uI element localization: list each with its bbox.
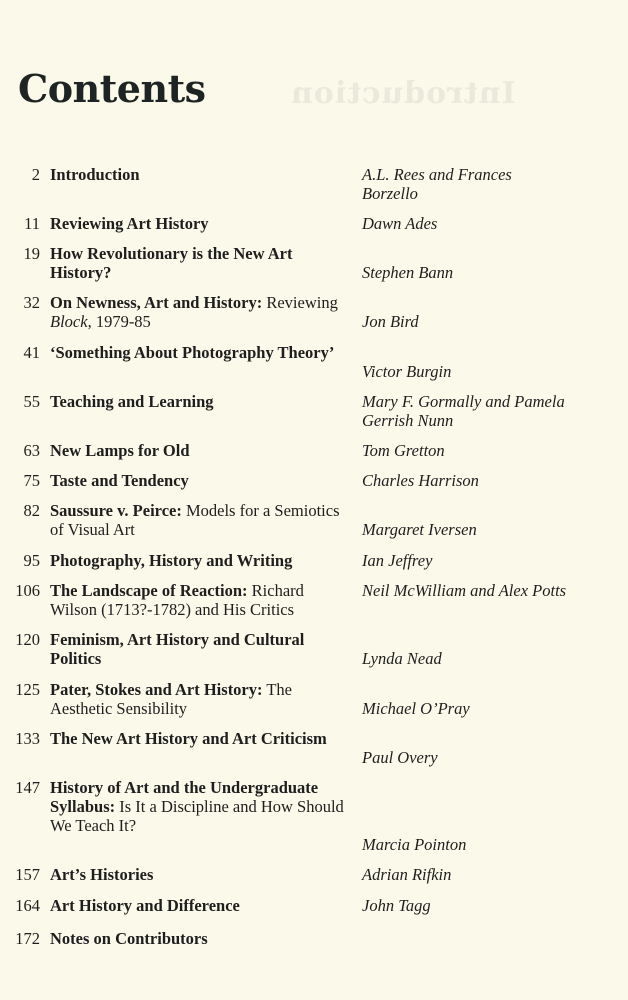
- toc-title: [50, 581, 350, 619]
- toc-title-bold: New Lamps for Old: [50, 441, 190, 460]
- toc-title-subtitle: The Aesthetic Sensibility: [50, 680, 292, 718]
- toc-page-number: 125: [15, 680, 40, 699]
- toc-title: [50, 729, 350, 748]
- toc-title: [50, 778, 350, 835]
- toc-page-number: 75: [23, 471, 40, 490]
- toc-page-number: 172: [15, 929, 40, 948]
- toc-author: Marcia Pointon: [362, 835, 467, 854]
- toc-author: Neil McWilliam and Alex Potts: [362, 581, 567, 600]
- toc-author: Adrian Rifkin: [362, 865, 452, 884]
- toc-page-number: 63: [23, 441, 40, 460]
- toc-page-number: 32: [23, 293, 40, 312]
- toc-title-bold: Reviewing Art History: [50, 214, 209, 233]
- toc-title-bold: The New Art History and Art Criticism: [50, 729, 327, 748]
- toc-author: Tom Gretton: [362, 441, 445, 460]
- toc-title: [50, 293, 350, 331]
- toc-title: [50, 471, 350, 490]
- toc-title-bold: Photography, History and Writing: [50, 551, 293, 570]
- toc-title: [50, 680, 350, 718]
- bleed-through-heading: Introduction: [290, 76, 516, 111]
- toc-title-subtitle: Is It a Discipline and How Should We Teach It?: [50, 797, 344, 835]
- toc-page-number: 2: [31, 165, 40, 184]
- toc-author: John Tagg: [362, 896, 431, 915]
- toc-page-number: 82: [23, 501, 40, 520]
- toc-author: Margaret Iversen: [362, 520, 477, 539]
- toc-title: [50, 392, 350, 411]
- toc-title: [50, 165, 350, 184]
- toc-page-number: 19: [23, 244, 40, 263]
- toc-page-number: 133: [15, 729, 40, 748]
- toc-title: [50, 214, 350, 233]
- toc-title-subtitle: Models for a Semiotics of Visual Art: [50, 501, 340, 539]
- toc-page-number: 147: [15, 778, 40, 797]
- toc-title-bold: Taste and Tendency: [50, 471, 189, 490]
- toc-page-number: 157: [15, 865, 40, 884]
- toc-title-bold: Notes on Contributors: [50, 929, 208, 948]
- toc-title: [50, 501, 350, 539]
- toc-author: Paul Overy: [362, 748, 438, 767]
- toc-author: Stephen Bann: [362, 263, 454, 282]
- toc-title: [50, 630, 350, 668]
- toc-title-bold: Feminism, Art History and Cultural Politics: [50, 630, 305, 668]
- toc-author: Ian Jeffrey: [362, 551, 433, 570]
- toc-title: [50, 441, 350, 460]
- toc-title-bold: Art’s Histories: [50, 865, 154, 884]
- toc-author: A.L. Rees and Frances Borzello: [362, 165, 512, 203]
- toc-title-subtitle: Richard Wilson (1713?-1782) and His Critics: [50, 581, 304, 619]
- toc-title-bold: Saussure v. Peirce:: [50, 501, 182, 520]
- toc-author: Lynda Nead: [362, 649, 442, 668]
- toc-page-number: 106: [15, 581, 40, 600]
- toc-author: Mary F. Gormally and Pamela Gerrish Nunn: [362, 392, 565, 430]
- toc-title-bold: Teaching and Learning: [50, 392, 214, 411]
- toc-page-number: 41: [23, 343, 40, 362]
- toc-title-bold: The Landscape of Reaction:: [50, 581, 248, 600]
- toc-author: Charles Harrison: [362, 471, 479, 490]
- toc-title-italic: Block: [50, 312, 88, 331]
- toc-page-number: 95: [23, 551, 40, 570]
- toc-title-bold: ‘Something About Photography Theory’: [50, 343, 335, 362]
- toc-title-bold: On Newness, Art and History:: [50, 293, 263, 312]
- toc-title-tail: , 1979-85: [87, 312, 151, 331]
- toc-author: Dawn Ades: [362, 214, 438, 233]
- toc-page-number: 164: [15, 896, 40, 915]
- toc-title-bold: Pater, Stokes and Art History:: [50, 680, 263, 699]
- page-title: Contents: [18, 66, 206, 111]
- toc-title: [50, 343, 350, 362]
- toc-title: [50, 929, 350, 948]
- toc-title-bold: Art History and Difference: [50, 896, 240, 915]
- toc-page-number: 120: [15, 630, 40, 649]
- toc-author: Jon Bird: [362, 312, 419, 331]
- toc-title: [50, 865, 350, 884]
- toc-author: Victor Burgin: [362, 362, 452, 381]
- toc-title-bold: History of Art and the Undergraduate Syllabus:: [50, 778, 319, 816]
- toc-title: [50, 551, 350, 570]
- toc-author: Michael O’Pray: [362, 699, 470, 718]
- toc-page-number: 11: [24, 214, 40, 233]
- toc-title-bold: How Revolutionary is the New Art History?: [50, 244, 293, 282]
- toc-page-number: 55: [23, 392, 40, 411]
- toc-title-bold: Introduction: [50, 165, 140, 184]
- toc-title-subtitle: Reviewing: [266, 293, 338, 312]
- toc-title: [50, 896, 350, 915]
- toc-title: [50, 244, 350, 282]
